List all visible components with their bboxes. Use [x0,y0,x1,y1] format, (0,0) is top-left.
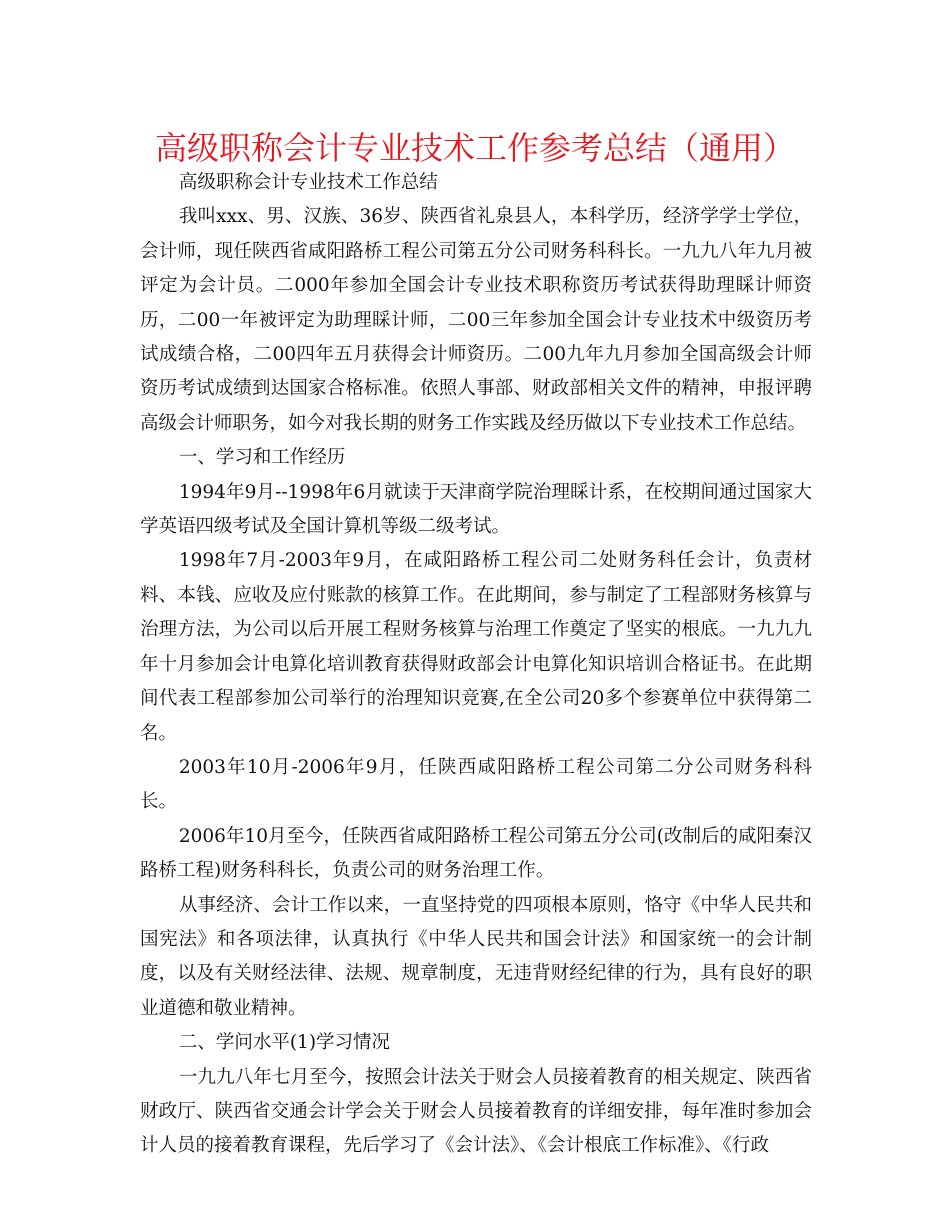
document-body [140,166,812,1164]
paragraph: 1998年7月-2003年9月，在咸阳路桥工程公司二处财务科任会计，负责材料、本钱、应收及应付账款的核算工作。在此期间，参与制定了工程部财务核算与治理方法，为公司以后开展工程财务核算与治理工作奠定了坚实的根底。一九九九年十月参加会计电算化培训教育获得财政部会计电算化知识培训合格证书。在此期间代表工程部参加公司举行的治理知识竞赛,在全公司20多个参赛单位中获得第二名。 [140,550,812,744]
paragraph: 2003年10月-2006年9月，任陕西咸阳路桥工程公司第二分公司财务科科长。 [140,756,812,813]
section-heading-2: 二、学问水平(1)学习情况 [178,1032,391,1054]
paragraph: 1994年9月--1998年6月就读于天津商学院治理睬计系，在校期间通过国家大学英语四级考试及全国计算机等级二级考试。 [140,481,812,538]
paragraph: 从事经济、会计工作以来，一直坚持党的四项根本原则，恪守《中华人民共和国宪法》和各项法律，认真执行《中华人民共和国会计法》和国家统一的会计制度，以及有关财经法律、法规、规章制度，无违背财经纪律的行为，具有良好的职业道德和敬业精神。 [140,894,812,1019]
section-heading-1: 一、学习和工作经历 [178,447,346,469]
subtitle-paragraph: 高级职称会计专业技术工作总结 [178,172,438,193]
document-title: 高级职称会计专业技术工作参考总结（通用） [154,129,795,167]
paragraph: 2006年10月至今，任陕西省咸阳路桥工程公司第五分公司(改制后的咸阳秦汉路桥工程)财务科科长，负责公司的财务治理工作。 [140,825,812,882]
paragraph: 一九九八年七月至今，按照会计法关于财会人员接着教育的相关规定、陕西省财政厅、陕西省交通会计学会关于财会人员接着教育的详细安排，每年准时参加会计人员的接着教育课程，先后学习了《会计法》、《会计根底工作标准》、《行政 [140,1066,812,1157]
intro-paragraph: 我叫xxx、男、汉族、36岁、陕西省礼泉县人，本科学历，经济学学士学位，会计师，现任陕西省咸阳路桥工程公司第五分公司财务科科长。一九九八年九月被评定为会计员。二000年参加全国会计专业技术职称资历考试获得助理睬计师资历，二00一年被评定为助理睬计师，二00三年参加全国会计专业技术中级资历考试成绩合格，二00四年五月获得会计师资历。二00九年九月参加全国高级会计师资历考试成绩到达国家合格标准。依照人事部、财政部相关文件的精神，申报评聘高级会计师职务，如今对我长期的财务工作实践及经历做以下专业技术工作总结。 [140,206,812,434]
